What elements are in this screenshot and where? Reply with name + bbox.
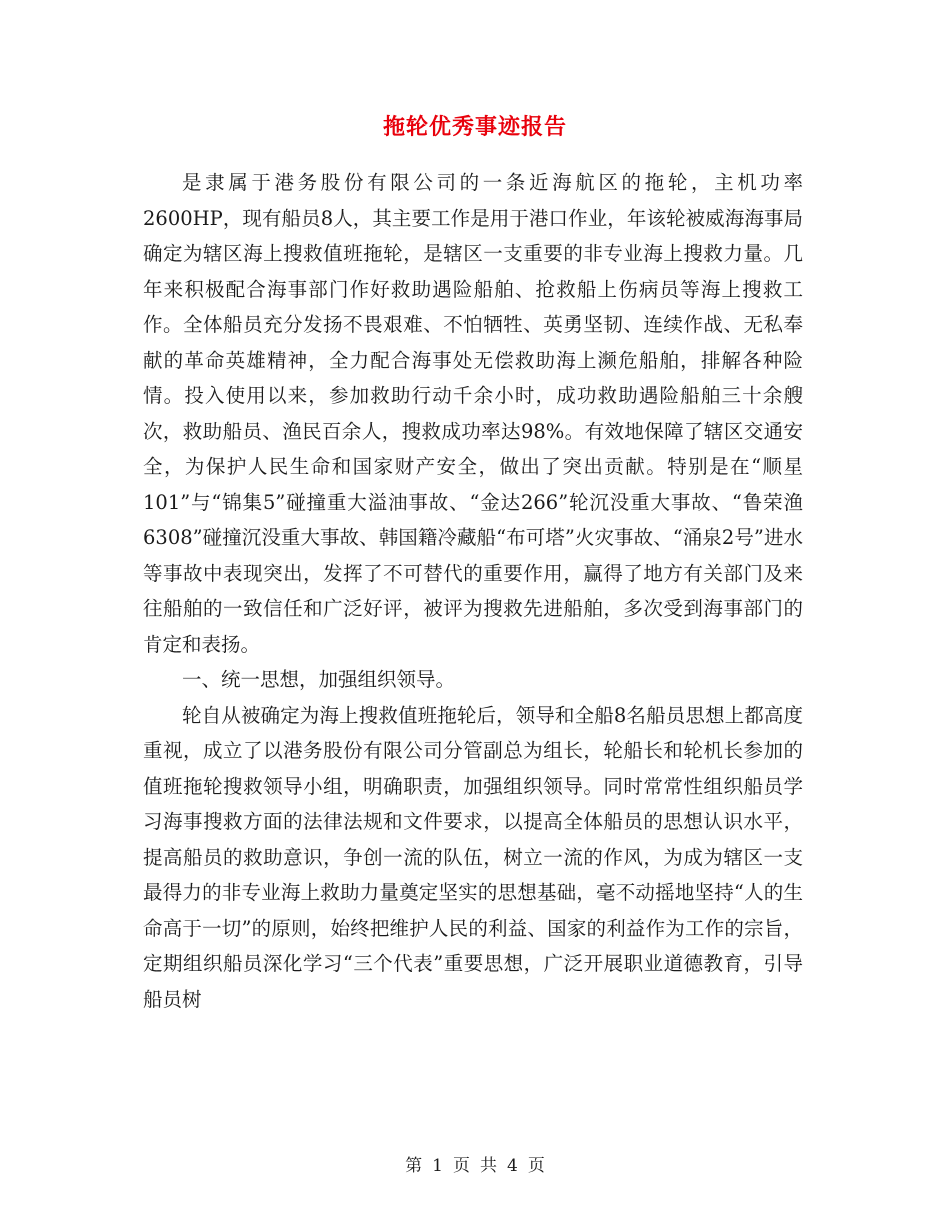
footer-page-prefix: 第: [405, 1156, 423, 1176]
footer-page-mid: 页: [453, 1156, 470, 1176]
footer-total-pages: 4: [507, 1156, 518, 1176]
section-heading-1: 一、统一思想，加强组织领导。: [182, 668, 456, 691]
body-paragraph-section-1: 轮自从被确定为海上搜救值班拖轮后，领导和全船8名船员思想上都高度重视，成立了以港务股份有限公司分管副总为组长，轮船长和轮机长参加的值班拖轮搜救领导小组，明确职责，加强组织领导。同时常常性组织船员学习海事搜救方面的法律法规和文件要求，以提高全体船员的思想认识水平，提高船员的救助意识，争创一流的队伍，树立一流的作风，为成为辖区一支最得力的非专业海上救助力量奠定坚实的思想基础，毫不动摇地坚持“人的生命高于一切”的原则，始终把维护人民的利益、国家的利益作为工作的宗旨，定期组织船员深化学习“三个代表”重要思想，广泛开展职业道德教育，引导船员树: [143, 703, 803, 1011]
footer-total-label: 共: [480, 1156, 497, 1176]
page-footer: [0, 1155, 950, 1177]
body-paragraph-intro: 是隶属于港务股份有限公司的一条近海航区的拖轮，主机功率2600HP，现有船员8人，其主要工作是用于港口作业，年该轮被威海海事局确定为辖区海上搜救值班拖轮，是辖区一支重要的非专业海上搜救力量。几年来积极配合海事部门作好救助遇险船舶、抢救船上伤病员等海上搜救工作。全体船员充分发扬不畏艰难、不怕牺牲、英勇坚韧、连续作战、无私奉献的革命英雄精神，全力配合海事处无偿救助海上濒危船舶，排解各种险情。投入使用以来，参加救助行动千余小时，成功救助遇险船舶三十余艘次，救助船员、渔民百余人，搜救成功率达98%。有效地保障了辖区交通安全，为保护人民生命和国家财产安全，做出了突出贡献。特别是在“顺星101”与“锦集5”碰撞重大溢油事故、“金达266”轮沉没重大事故、“鲁荣渔6308”碰撞沉没重大事故、韩国籍冷藏船“布可塔”火灾事故、“涌泉2号”进水等事故中表现突出，发挥了不可替代的重要作用，赢得了地方有关部门及来往船舶的一致信任和广泛好评，被评为搜救先进船舶，多次受到海事部门的肯定和表扬。: [143, 171, 803, 656]
document-body: [143, 165, 803, 1017]
footer-page-suffix: 页: [527, 1156, 545, 1176]
footer-page-number: 1: [432, 1156, 443, 1176]
document-title: 拖轮优秀事迹报告: [382, 114, 567, 140]
